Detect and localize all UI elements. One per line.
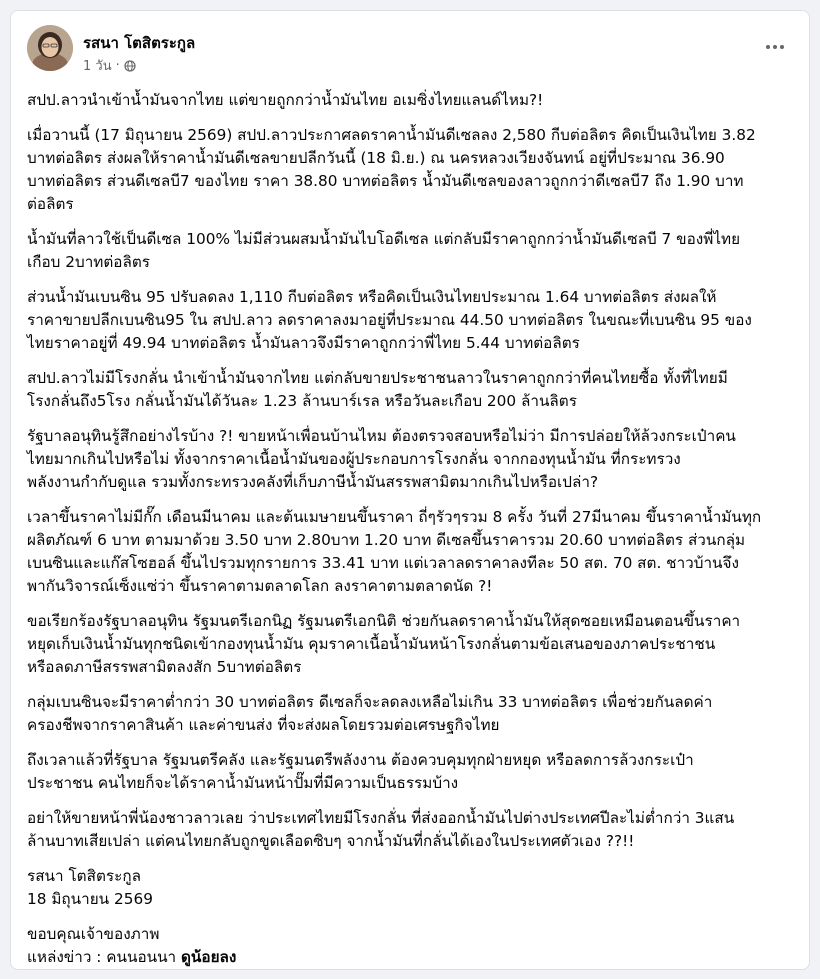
avatar[interactable] xyxy=(27,25,73,71)
more-options-button[interactable] xyxy=(757,29,793,65)
post-paragraph: รัฐบาลอนุทินรู้สึกอย่างไรบ้าง ?! ขายหน้าเพื่อนบ้านไหม ต้องตรวจสอบหรือไม่ว่า มีการปล่อยให้ล้วงกระเป๋าคน ไทยมากเกินไปหรือไม่ ทั้งจากราคาเนื้อน้ำมันของผู้ประกอบการโรงกลั่น จากกองทุนน้ำมัน ที่กระทรวง พลังงานกำกับดูแล รวมทั้งกระทรวงคลังที่เก็บภาษีน้ำมันสรรพสามิตมากเกินไปหรือเปล่า? xyxy=(27,427,736,491)
post-paragraph: สปป.ลาวไม่มีโรงกลั่น นำเข้าน้ำมันจากไทย แต่กลับขายประชาชนลาวในราคาถูกกว่าที่คนไทยซื้อ ทั้งที่ไทยมี โรงกลั่นถึง5โรง กลั่นน้ำมันได้วันละ 1.23 ล้านบาร์เรล หรือวันละเกือบ 200 ล้านลิตร xyxy=(27,369,728,410)
post-card xyxy=(10,10,810,970)
dot-icon xyxy=(766,45,770,49)
post-paragraph: อย่าให้ขายหน้าพี่น้องชาวลาวเลย ว่าประเทศไทยมีโรงกลั่น ที่ส่งออกน้ำมันไปต่างประเทศปีละไม่ต่ำกว่า 3แสน ล้านบาทเสียเปล่า แต่คนไทยกลับถูกขูดเลือดซิบๆ จากน้ำมันที่กลั่นได้เองในประเทศตัวเอง ??!! xyxy=(27,809,735,850)
post-paragraph: ขอเรียกร้องรัฐบาลอนุทิน รัฐมนตรีเอกนิฏ รัฐมนตรีเอกนิติ ช่วยกันลดราคาน้ำมันให้สุดซอยเหมือนตอนขึ้นราคา หยุดเก็บเงินน้ำมันทุกชนิดเข้ากองทุนน้ำมัน คุมราคาเนื้อน้ำมันหน้าโรงกลั่นตามข้อเสนอของภาคประชาชน หรือลดภาษีสรรพสามิตลงสัก 5บาทต่อลิตร xyxy=(27,612,741,676)
source-label: แหล่งข่าว : คนนอนนา xyxy=(27,948,181,966)
meta-separator: · xyxy=(115,58,120,73)
see-less-link[interactable]: ดูน้อยลง xyxy=(181,948,237,966)
post-headline: สปป.ลาวนำเข้าน้ำมันจากไทย แต่ขายถูกกว่าน้ำมันไทย อเมซิ่งไทยแลนด์ไหม?! xyxy=(27,91,544,109)
avatar-image xyxy=(27,25,73,71)
post-paragraph: ส่วนน้ำมันเบนซิน 95 ปรับลดลง 1,110 กีบต่อลิตร หรือคิดเป็นเงินไทยประมาณ 1.64 บาทต่อลิตร ส่งผลให้ ราคาขายปลีกเบนซิน95 ใน สปป.ลาว ลดราคาลงมาอยู่ที่ประมาณ 44.50 บาทต่อลิตร ในขณะที่เบนซิน 95 ของ ไทยราคาอยู่ที่ 49.94 บาทต่อลิตร น้ำมันลาวจึงมีราคาถูกกว่าพี่ไทย 5.44 บาทต่อลิตร xyxy=(27,288,752,352)
author-name[interactable]: รสนา โตสิตระกูล xyxy=(83,34,196,52)
dot-icon xyxy=(780,45,784,49)
post-paragraph: เวลาขึ้นราคาไม่มีกั๊ก เดือนมีนาคม และต้นเมษายนขึ้นราคา ถี่ๆรัวๆรวม 8 ครั้ง วันที่ 27มีนาคม ขึ้นราคาน้ำมันทุก ผลิตภัณฑ์ 6 บาท ตามมาด้วย 3.50 บาท 2.80บาท 1.20 บาท ดีเซลขึ้นราคารวม 20.60 บาทต่อลิตร ส่วนกลุ่ม เบนซินและแก๊สโซฮอล์ ขึ้นไปรวมทุกรายการ 33.41 บาท แต่เวลาลดราคาลงทีละ 50 สต. 70 สต. ชาวบ้านจึง พากันวิจารณ์เซ็งแซ่ว่า ขึ้นราคาตามตลาดโลก ลงราคาตามตลาดนัด ?! xyxy=(27,508,762,595)
post-meta xyxy=(83,55,136,76)
post-paragraph: เมื่อวานนี้ (17 มิถุนายน 2569) สปป.ลาวประกาศลดราคาน้ำมันดีเซลลง 2,580 กีบต่อลิตร คิดเป็นเงินไทย 3.82 บาทต่อลิตร ส่งผลให้ราคาน้ำมันดีเซลขายปลีกวันนี้ (18 มิ.ย.) ณ นครหลวงเวียงจันทน์ อยู่ที่ประมาณ 36.90 บาทต่อลิตร ส่วนดีเซลบี7 ของไทย ราคา 38.80 บาทต่อลิตร น้ำมันดีเซลของลาวถูกกว่าดีเซลบี7 ถึง 1.90 บาท ต่อลิตร xyxy=(27,126,756,213)
post-paragraph: น้ำมันที่ลาวใช้เป็นดีเซล 100% ไม่มีส่วนผสมน้ำมันไบโอดีเซล แต่กลับมีราคาถูกกว่าน้ำมันดีเซลบี 7 ของพี่ไทย เกือบ 2บาทต่อลิตร xyxy=(27,230,741,271)
post-paragraph: ถึงเวลาแล้วที่รัฐบาล รัฐมนตรีคลัง และรัฐมนตรีพลังงาน ต้องควบคุมทุกฝ่ายหยุด หรือลดการล้วงกระเป๋า ประชาชน คนไทยก็จะได้ราคาน้ำมันหน้าปั๊มที่มีความเป็นธรรมบ้าง xyxy=(27,751,694,792)
dot-icon xyxy=(773,45,777,49)
post-paragraph: กลุ่มเบนซินจะมีราคาต่ำกว่า 30 บาทต่อลิตร ดีเซลก็จะลดลงเหลือไม่เกิน 33 บาทต่อลิตร เพื่อช่วยกันลดค่า ครองชีพจากราคาสินค้า และค่าขนส่ง ที่จะส่งผลโดยรวมต่อเศรษฐกิจไทย xyxy=(27,693,713,734)
post-header xyxy=(27,25,793,77)
globe-icon[interactable] xyxy=(124,60,136,72)
post-credits xyxy=(27,923,797,969)
post-content xyxy=(27,89,797,979)
post-signature: รสนา โตสิตระกูล 18 มิถุนายน 2569 xyxy=(27,867,153,908)
thanks-text: ขอบคุณเจ้าของภาพ xyxy=(27,925,160,943)
post-time[interactable]: 1 วัน xyxy=(83,59,112,74)
